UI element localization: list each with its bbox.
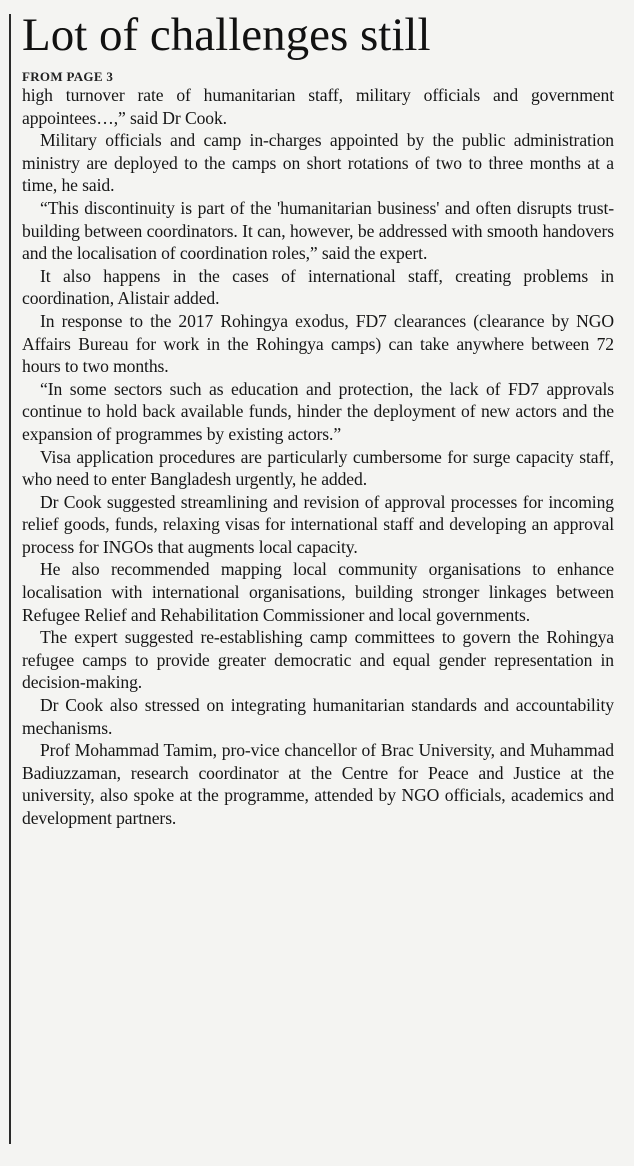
- paragraph-5: In response to the 2017 Rohingya exodus, FD7 clearances (clearance by NGO Affairs Bureau for work in the Rohingya camps) can take anywhere between 72 hours to two months.: [22, 310, 614, 377]
- news-article: [22, 9, 614, 830]
- paragraph-11: Dr Cook also stressed on integrating humanitarian standards and accountability mechanisms.: [22, 695, 614, 738]
- paragraph-4: It also happens in the cases of international staff, creating problems in coordination, Alistair added.: [22, 265, 614, 309]
- paragraph-9: He also recommended mapping local community organisations to enhance localisation with international organisations, building stronger linkages between Refugee Relief and Rehabilitation Commissioner and local governments.: [22, 559, 614, 625]
- paragraph-10: The expert suggested re-establishing camp committees to govern the Rohingya refugee camps to provide greater democratic and equal gender representation in decision-making.: [22, 627, 614, 693]
- article-body: [22, 84, 614, 830]
- paragraph-2: Military officials and camp in-charges appointed by the public administration ministry are deployed to the camps on short rotations of two to three months at a time, he said.: [22, 130, 614, 196]
- headline: Lot of challenges still: [22, 9, 431, 61]
- paragraph-8: Dr Cook suggested streamlining and revision of approval processes for incoming relief goods, funds, relaxing visas for international staff and developing an approval process for INGOs that augments local capacity.: [22, 491, 614, 557]
- paragraph-3: “This discontinuity is part of the 'humanitarian business' and often disrupts trust-building between coordinators. It can, however, be addressed with smooth handovers and the localisation of coordination roles,” said the expert.: [22, 197, 614, 264]
- paragraph-1: high turnover rate of humanitarian staff, military officials and government appointees…,” said Dr Cook.: [22, 85, 614, 128]
- paragraph-6: “In some sectors such as education and protection, the lack of FD7 approvals continue to hold back available funds, hinder the deployment of new actors and the expansion of programmes by existing actors.”: [22, 378, 614, 444]
- paragraph-7: Visa application procedures are particularly cumbersome for surge capacity staff, who need to enter Bangladesh urgently, he added.: [22, 446, 614, 490]
- column-rule: [9, 14, 11, 1144]
- paragraph-12: Prof Mohammad Tamim, pro-vice chancellor of Brac University, and Muhammad Badiuzzaman, research coordinator at the Centre for Peace and Justice at the university, also spoke at the programme, attended by NGO officials, academics and development partners.: [22, 740, 614, 828]
- continuation-kicker: FROM PAGE 3: [22, 69, 114, 84]
